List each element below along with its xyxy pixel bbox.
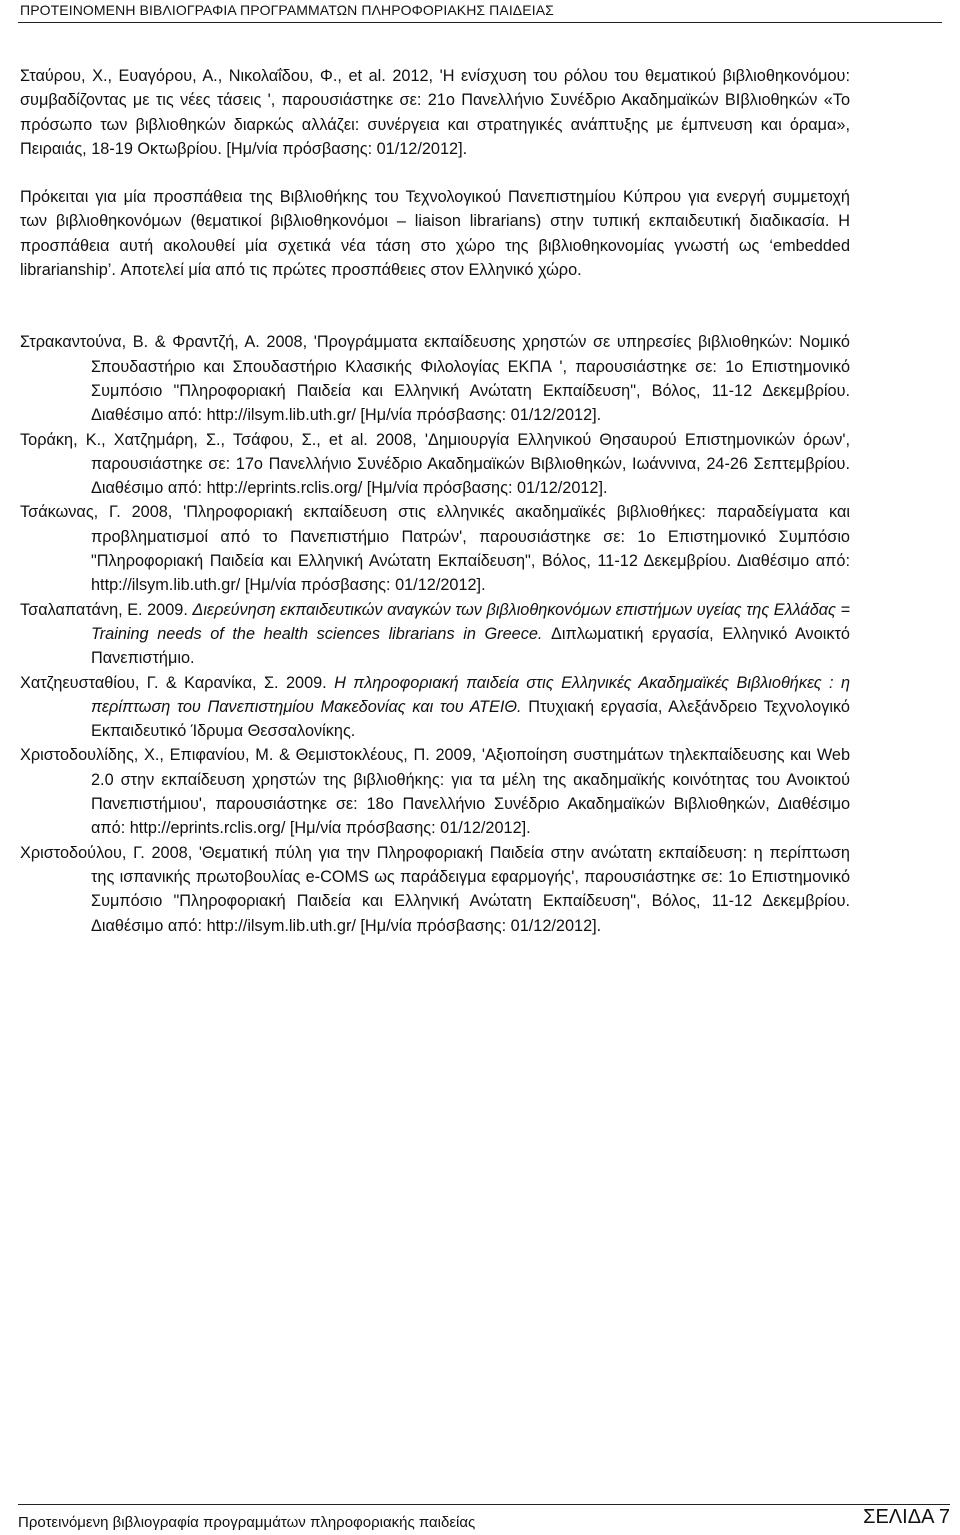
bib-entry-chatzieustathiou: Χατζηευσταθίου, Γ. & Καρανίκα, Σ. 2009. Η πληροφοριακή παιδεία στις Ελληνικές Ακαδημαϊκές Βιβλιοθήκες : η περίπτωση του Πανεπιστημίου Μακεδονίας και του ΑΤΕΙΘ. Πτυχιακή εργασία, Αλεξάνδρειο Τεχνολογικό Εκπαιδευτικό Ίδρυμα Θεσσαλονίκης. xyxy=(20,673,850,741)
bib-entry-strakantouna: Στρακαντούνα, Β. & Φραντζή, Α. 2008, 'Προγράμματα εκπαίδευσης χρηστών σε υπηρεσίες βιβλιοθηκών: Νομικό Σπουδαστήριο και Σπουδαστήριο Κλασικής Φιλολογίας ΕΚΠΑ ', παρουσιάστηκε σε: 1ο Επιστημονικό Συμπόσιο "Πληροφοριακή Παιδεία και Ελληνική Ανώτατη Εκπαίδευση", Βόλος, 11-12 Δεκεμβρίου. Διαθέσιμο από: http://ilsym.lib.uth.gr/ [Ημ/νία πρόσβασης: 01/12/2012]. xyxy=(20,333,850,425)
footer-title: Προτεινόμενη βιβλιογραφία προγραμμάτων πληροφοριακής παιδείας xyxy=(18,1514,476,1531)
entry-annotation: Πρόκειται για μία προσπάθεια της Βιβλιοθήκης του Τεχνολογικού Πανεπιστημίου Κύπρου για ενεργή συμμετοχή των βιβλιοθηκονόμων (θεματικοί βιβλιοθηκονόμοι – liaison librarians) στην τυπική εκπαιδευτική διαδικασία. Η προσπάθεια αυτή ακολουθεί μία σχετικά νέα τάση στο χώρο της βιβλιοθηκονομίας γνωστή ως ‘embedded librarianship’. Αποτελεί μία από τις πρώτες προσπάθειες στον Ελληνικό χώρο. xyxy=(20,188,850,280)
bibliography-body xyxy=(20,64,850,938)
page-header xyxy=(0,0,960,22)
bib-entry-tsakonas: Τσάκωνας, Γ. 2008, 'Πληροφοριακή εκπαίδευση στις ελληνικές ακαδημαϊκές βιβλιοθήκες: παραδείγματα και προβληματισμοί από το Πανεπιστήμιο Πατρών', παρουσιάστηκε σε: 1ο Επιστημονικό Συμπόσιο "Πληροφοριακή Παιδεία και Ελληνική Ανώτατη Εκπαίδευση", Βόλος, 11-12 Δεκεμβρίου. Διαθέσιμο από: http://ilsym.lib.uth.gr/ [Ημ/νία πρόσβασης: 01/12/2012]. xyxy=(20,503,850,595)
bib-entry-tsalapatani: Τσαλαπατάνη, Ε. 2009. Διερεύνηση εκπαιδευτικών αναγκών των βιβλιοθηκονόμων επιστήμων υγείας της Ελλάδας = Training needs of the health sciences librarians in Greece. Διπλωματική εργασία, Ελληνικό Ανοικτό Πανεπιστήμιο. xyxy=(20,600,850,668)
bib-entry-christodoulidis: Χριστοδουλίδης, Χ., Επιφανίου, Μ. & Θεμιστοκλέους, Π. 2009, 'Αξιοποίηση συστημάτων τηλεκπαίδευσης και Web 2.0 στην εκπαίδευση χρηστών της βιβλιοθήκης: για τα μέλη της ακαδημαϊκής κοινότητας του Ανοικτού Πανεπιστήμιου', παρουσιάστηκε σε: 18ο Πανελλήνιο Συνέδριο Ακαδημαϊκών Βιβλιοθηκών, Διαθέσιμο από: http://eprints.rclis.org/ [Ημ/νία πρόσβασης: 01/12/2012]. xyxy=(20,746,850,838)
header-title: ΠΡΟΤΕΙΝΟΜΕΝΗ ΒΙΒΛΙΟΓΡΑΦΙΑ ΠΡΟΓΡΑΜΜΑΤΩΝ ΠΛΗΡΟΦΟΡΙΑΚΗΣ ΠΑΙΔΕΙΑΣ xyxy=(20,2,554,18)
header-divider xyxy=(18,22,942,23)
footer-divider xyxy=(18,1504,950,1505)
bib-entry-toraki: Τοράκη, Κ., Χατζημάρη, Σ., Τσάφου, Σ., et al. 2008, 'Δημιουργία Ελληνικού Θησαυρού Επιστημονικών όρων', παρουσιάστηκε σε: 17ο Πανελλήνιο Συνέδριο Ακαδημαϊκών Βιβλιοθηκών, Ιωάννινα, 24-26 Σεπτεμβρίου. Διαθέσιμο από: http://eprints.rclis.org/ [Ημ/νία πρόσβασης: 01/12/2012]. xyxy=(20,430,850,498)
page-number: ΣΕΛΙΔΑ 7 xyxy=(863,1506,950,1528)
bib-entry-stavrou: Σταύρου, Χ., Ευαγόρου, Α., Νικολαΐδου, Φ., et al. 2012, 'Η ενίσχυση του ρόλου του θεματικού βιβλιοθηκονόμου: συμβαδίζοντας με τις νέες τάσεις ', παρουσιάστηκε σε: 21ο Πανελλήνιο Συνέδριο Ακαδημαϊκών ΒΙβλιοθηκών «Το πρόσωπο των βιβλιοθηκών διαρκώς αλλάζει: συνέργεια και στρατηγικές ανάπτυξης με έμπνευση και όραμα», Πειραιάς, 18-19 Οκτωβρίου. [Ημ/νία πρόσβασης: 01/12/2012]. xyxy=(20,67,850,158)
bib-entry-christodoulou: Χριστοδούλου, Γ. 2008, 'Θεματική πύλη για την Πληροφοριακή Παιδεία στην ανώτατη εκπαίδευση: η περίπτωση της ισπανικής πρωτοβουλίας e-COMS ως παράδειγμα εφαρμογής', παρουσιάστηκε σε: 1ο Επιστημονικό Συμπόσιο "Πληροφοριακή Παιδεία και Ελληνική Ανώτατη Εκπαίδευση", Βόλος, 11-12 Δεκεμβρίου. Διαθέσιμο από: http://ilsym.lib.uth.gr/ [Ημ/νία πρόσβασης: 01/12/2012]. xyxy=(20,843,850,935)
